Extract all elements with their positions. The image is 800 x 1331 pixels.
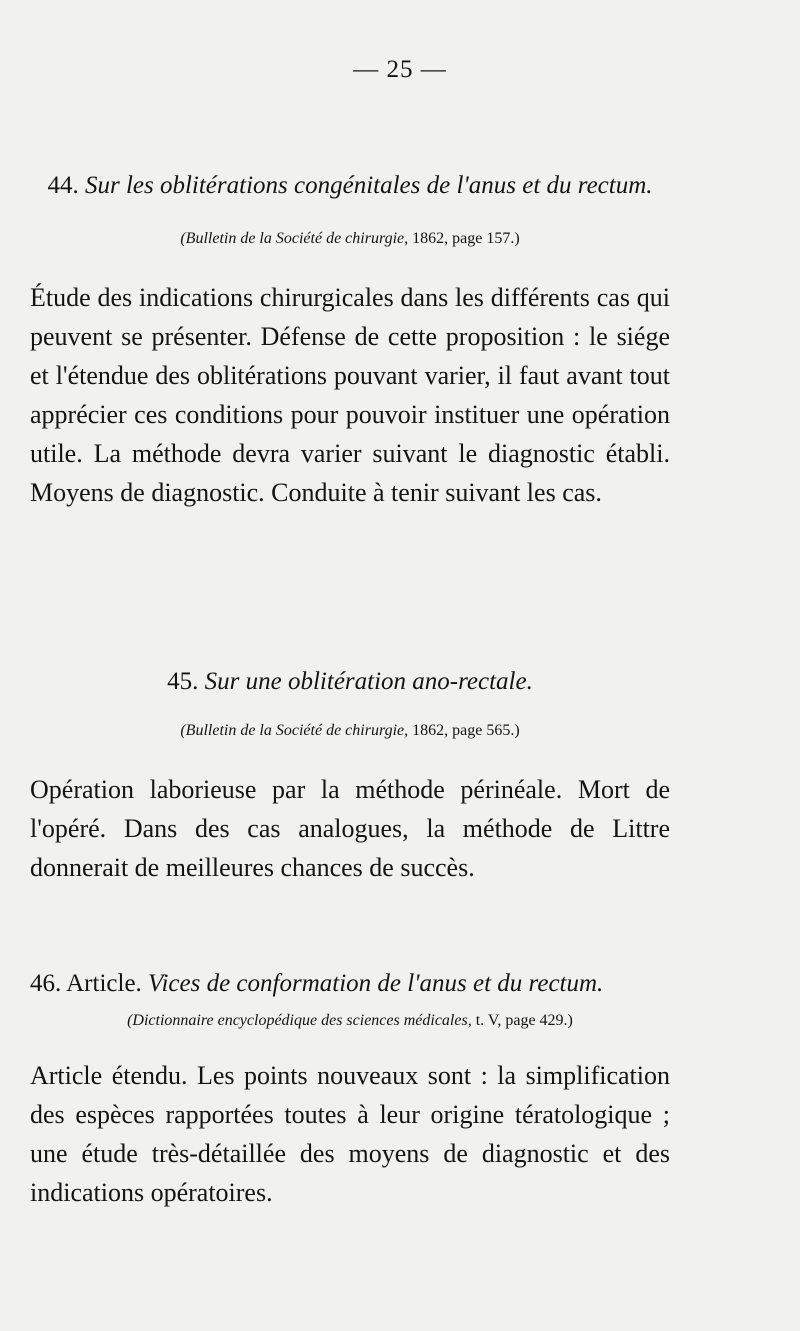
entry-body: Étude des indications chirurgicales dans les différents cas qui peuvent se présenter. Défense de cette proposition : le siége et l'étendue des oblitérations pouvant varier, il faut avant tout apprécier ces conditions pour pouvoir instituer une opération utile. La méthode devra varier suivant le diagnostic établi. Moyens de diagnostic. Conduite à tenir suivant les cas. [30,283,670,507]
citation-details: t. V, page 429.) [475,1012,573,1029]
page-number: — 25 — [353,56,447,83]
entry-heading [30,966,670,1002]
citation-source: (Bulletin de la Société de chirurgie, [180,722,409,739]
entry-number: 44. [47,172,79,199]
entry-label: Article. [66,970,142,997]
citation-source: (Bulletin de la Société de chirurgie, [180,230,409,247]
entry-title: Vices de conformation de l'anus et du rectum. [148,970,604,997]
entry-body: Article étendu. Les points nouveaux sont : la simplification des espèces rapportées toutes à leur origine tératologique ; une étude très-détaillée des moyens de diagnostic et des indications opératoires. [30,1061,670,1207]
entry-citation [30,722,670,740]
citation-details: 1862, page 157.) [412,230,520,247]
entry-citation [30,1012,670,1030]
entry-heading [30,168,670,204]
entry-46 [30,966,670,1212]
entry-45 [30,664,670,887]
entry-heading [30,664,670,700]
citation-source: (Dictionnaire encyclopédique des sciences médicales, [127,1012,472,1029]
entry-title: Sur les oblitérations congénitales de l'anus et du rectum. [84,172,653,199]
entry-citation [30,230,670,248]
citation-details: 1862, page 565.) [412,722,520,739]
entry-number: 45. [167,668,199,695]
entry-body: Opération laborieuse par la méthode périnéale. Mort de l'opéré. Dans des cas analogues, la méthode de Littre donnerait de meilleures chances de succès. [30,775,670,882]
entry-44 [30,168,670,512]
entry-title: Sur une oblitération ano-rectale. [204,668,533,695]
entry-number: 46. [30,970,62,997]
